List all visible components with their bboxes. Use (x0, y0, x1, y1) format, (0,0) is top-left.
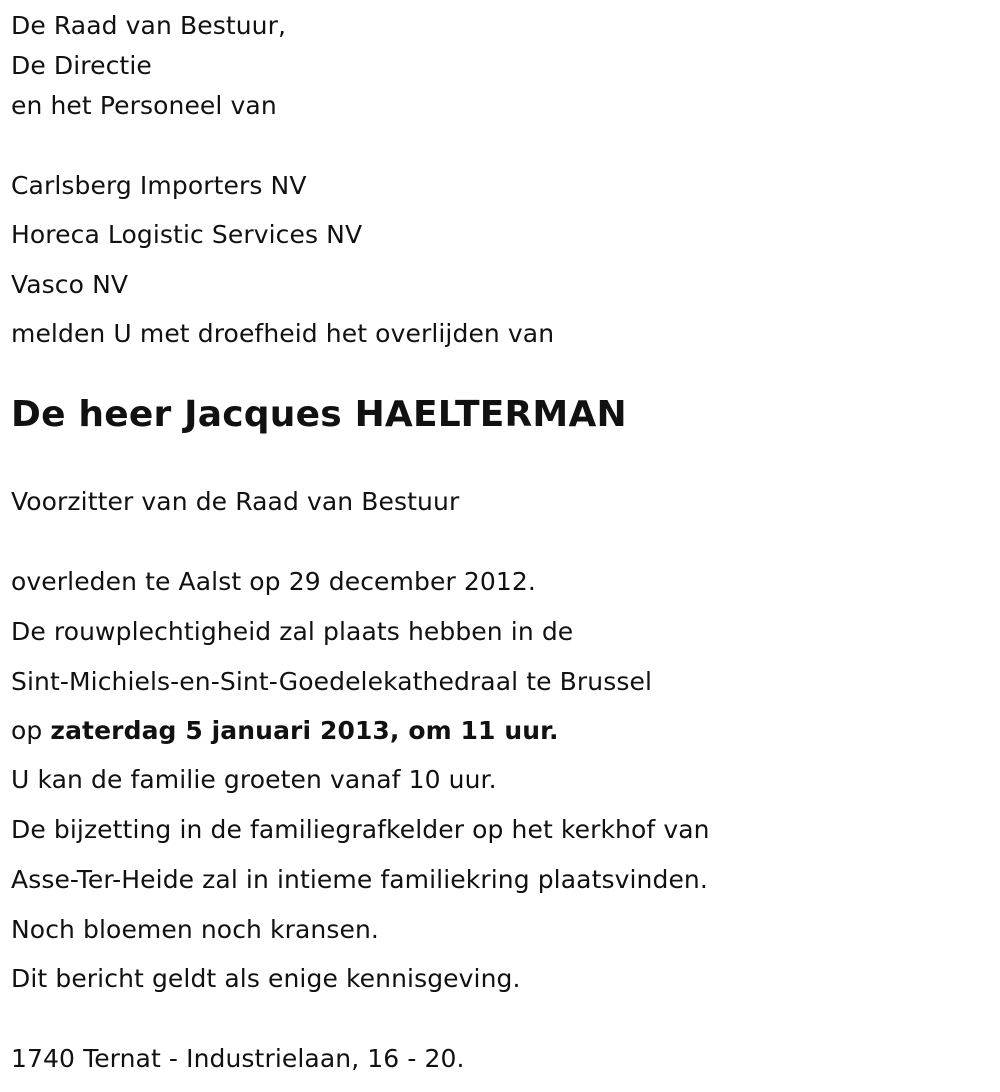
header-line-directorate: De Directie (11, 51, 152, 80)
ceremony-date-bold: zaterdag 5 januari 2013, om 11 uur. (50, 716, 559, 745)
header-line-staff: en het Personeel van (11, 91, 277, 120)
flowers-note: Noch bloemen noch kransen. (11, 915, 379, 944)
ceremony-date-prefix: op (11, 716, 51, 745)
burial-line-2: Asse-Ter-Heide zal in intieme familiekring plaatsvinden. (11, 865, 708, 894)
company-horeca: Horeca Logistic Services NV (11, 220, 363, 249)
greeting-info: U kan de familie groeten vanaf 10 uur. (11, 765, 497, 794)
deceased-name: De heer Jacques HAELTERMAN (11, 394, 627, 435)
company-vasco: Vasco NV (11, 270, 129, 299)
header-line-board: De Raad van Bestuur, (11, 11, 287, 40)
death-details: overleden te Aalst op 29 december 2012. (11, 567, 536, 596)
ceremony-line-1: De rouwplechtigheid zal plaats hebben in de (11, 617, 574, 646)
notice-note: Dit bericht geldt als enige kennisgeving. (11, 964, 521, 993)
announcement-text: melden U met droefheid het overlijden van (11, 319, 555, 348)
deceased-role: Voorzitter van de Raad van Bestuur (11, 487, 460, 516)
ceremony-date (11, 716, 559, 746)
company-address: 1740 Ternat - Industrielaan, 16 - 20. (11, 1044, 465, 1073)
company-carlsberg: Carlsberg Importers NV (11, 171, 307, 200)
burial-line-1: De bijzetting in de familiegrafkelder op het kerkhof van (11, 815, 710, 844)
ceremony-line-2: Sint-Michiels-en-Sint-Goedelekathedraal te Brussel (11, 667, 653, 696)
